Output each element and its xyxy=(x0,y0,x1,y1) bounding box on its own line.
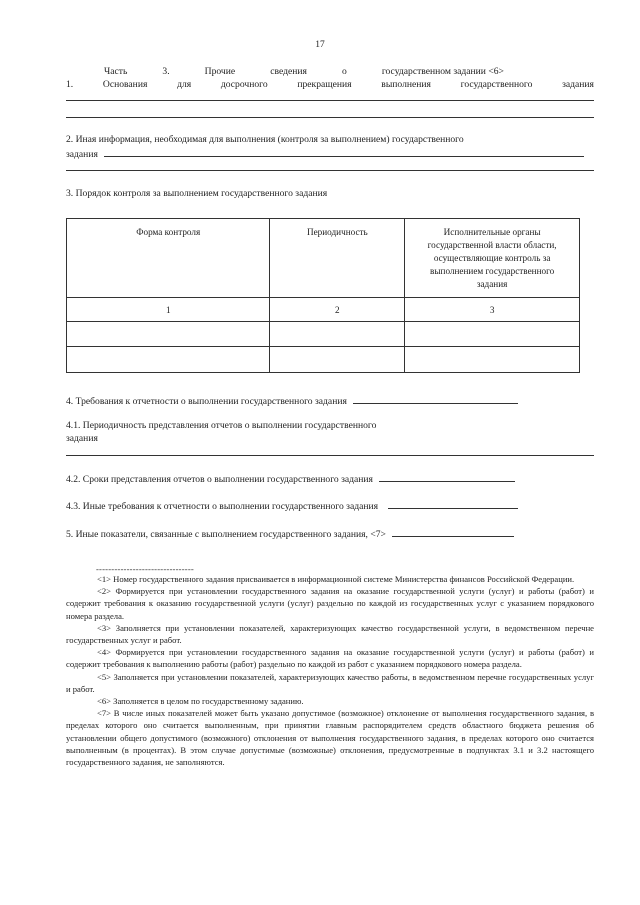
column-number: 1 xyxy=(67,298,270,322)
footnote: <6> Заполняется в целом по государственному заданию. xyxy=(97,696,304,707)
fill-line xyxy=(104,147,584,157)
table-cell xyxy=(270,347,405,373)
fill-line xyxy=(379,472,515,482)
page-number: 17 xyxy=(315,40,325,50)
item5-line xyxy=(66,527,514,540)
header-authorities: Исполнительные органы государственной власти области, осуществляющие контроль за выполнением государственного задания xyxy=(405,219,580,298)
part3-word: Часть xyxy=(104,66,128,77)
item4-2-line xyxy=(66,472,515,485)
item1-word: государственного xyxy=(460,79,533,90)
footnote: <7> В числе иных показателей может быть указано допустимое (возможное) отклонение от выполнения государственного задания, в пределах которого оно считается выполненным, при принятии главным распорядителем средств областного бюджета решения об установлении общего допустимого (возможного) отклонения от выполнения государственного задания, в пределах которого оно считается выполненным (в процентах). В этом случае допустимые (возможные) отклонения, предусмотренные в подпунктах 3.1 и 3.2 настоящего государственного задания, не заполняются. xyxy=(66,708,594,768)
item1-word: выполнения xyxy=(381,79,431,90)
item4-text: 4. Требования к отчетности о выполнении государственного задания xyxy=(66,396,347,407)
table-header-row xyxy=(67,219,580,298)
table-cell xyxy=(67,347,270,373)
item2-label: задания xyxy=(66,149,98,160)
item2-line1: 2. Иная информация, необходимая для выполнения (контроля за выполнением) государственного xyxy=(66,134,464,145)
column-number: 3 xyxy=(405,298,580,322)
item1-word: 1. xyxy=(66,79,74,90)
item2-line2 xyxy=(66,147,584,160)
item1-word: прекращения xyxy=(297,79,352,90)
fill-line xyxy=(66,170,594,171)
footnote-separator: -------------------------------- xyxy=(96,564,194,574)
item3-title: 3. Порядок контроля за выполнением государственного задания xyxy=(66,188,328,199)
footnote: <1> Номер государственного задания присваивается в информационной системе Министерства финансов Российской Федерации. xyxy=(97,574,575,584)
footnote: <5> Заполняется при установлении показателей, характеризующих качество работы, в ведомственном перечне государственных услуг и работ. xyxy=(66,671,594,694)
footnotes xyxy=(66,573,594,768)
part3-word: 3. xyxy=(162,66,170,77)
item4-2-text: 4.2. Сроки представления отчетов о выполнении государственного задания xyxy=(66,474,373,485)
fill-line xyxy=(392,527,514,537)
footnote: <4> Формируется при установлении государственного задания на оказание государственной услуги (услуг) и работы (работ) и содержит требования к выполнению работы (работ) раздельно по каждой из работ с указанием порядкового номера раздела. xyxy=(66,647,594,670)
item4-line xyxy=(66,394,518,407)
footnote: <2> Формируется при установлении государственного задания на оказание государственной услуги (услуг) и работы (работ) и содержит требования к оказанию государственной услуги (услуг) раздельно по каждой из государственных услуг с указанием порядкового номера раздела. xyxy=(66,586,594,621)
header-form: Форма контроля xyxy=(67,219,270,298)
item1-word: Основания xyxy=(102,79,148,90)
item1-word: досрочного xyxy=(220,79,268,90)
table-row xyxy=(67,322,580,347)
table-cell xyxy=(405,322,580,347)
header-periodicity: Периодичность xyxy=(270,219,405,298)
item4-3-text: 4.3. Иные требования к отчетности о выполнении государственного задания xyxy=(66,501,379,512)
item4-1-line2: задания xyxy=(66,433,98,444)
table-number-row xyxy=(67,298,580,322)
table-cell xyxy=(67,322,270,347)
fill-line xyxy=(388,499,518,509)
item4-3-line xyxy=(66,499,518,512)
part3-word: о xyxy=(341,66,347,77)
part3-word: государственном задании <6> xyxy=(381,66,504,77)
item1-heading xyxy=(66,79,594,90)
part3-heading xyxy=(104,66,504,77)
part3-word: Прочие xyxy=(204,66,236,77)
item1-word: для xyxy=(177,79,192,90)
table-cell xyxy=(270,322,405,347)
part3-word: сведения xyxy=(270,66,307,77)
fill-line xyxy=(66,455,594,456)
control-table xyxy=(66,218,580,373)
fill-line xyxy=(353,394,518,404)
item1-word: задания xyxy=(562,79,594,90)
column-number: 2 xyxy=(270,298,405,322)
table-cell xyxy=(405,347,580,373)
fill-line xyxy=(66,100,594,101)
fill-line xyxy=(66,117,594,118)
table-row xyxy=(67,347,580,373)
footnote: <3> Заполняется при установлении показателей, характеризующих качество государственной услуги, в ведомственном перечне государственных услуг и работ. xyxy=(66,622,594,646)
item4-1-line1: 4.1. Периодичность представления отчетов о выполнении государственного xyxy=(66,420,377,431)
item5-text: 5. Иные показатели, связанные с выполнением государственного задания, <7> xyxy=(66,529,386,540)
